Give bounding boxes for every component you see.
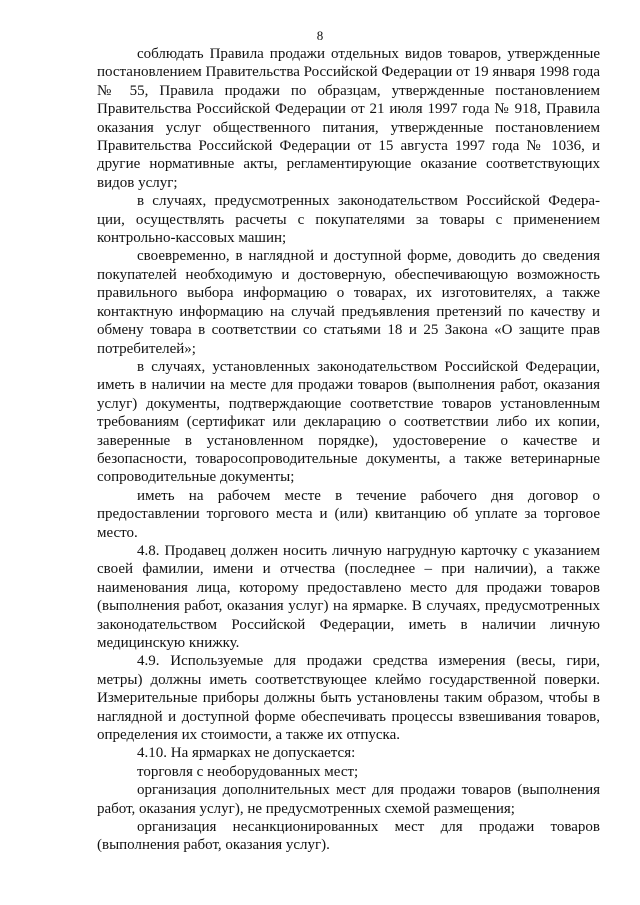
- paragraph: 4.8. Продавец должен носить личную нагрудную карточку с указанием своей фамилии, имени и отчества (последнее – при наличии), а также наименования лица, которому предоставлено место для продажи товаров (выполнения работ, оказания услуг) на ярмарке. В случаях, предусмотренных законодательством Российской Федерации, иметь в наличии личную медицинскую книжку.: [97, 542, 600, 651]
- paragraph: 4.9. Используемые для продажи средства измерения (весы, гири, метры) должны иметь соответствующее клеймо государственной поверки. Измерительные приборы должны быть установлены таким образом, чтобы в наглядной и доступной форме обеспечивать процессы взвешивания товаров, определения их стоимости, а также их отпуска.: [97, 653, 600, 744]
- page-number: 8: [316, 28, 324, 43]
- paragraph: торговля с необорудованных мест;: [137, 763, 359, 780]
- paragraph: 4.10. На ярмарках не допускается:: [137, 745, 356, 762]
- paragraph: соблюдать Правила продажи отдельных видов товаров, утвержденные постановлением Правительства Российской Федерации от 19 января 1998 года № 55, Правила продажи по образцам, утвержденные постановлением Правительства Российской Федерации от 21 июля 1997 года № 918, Правила оказания услуг общественного питания, утвержденные постановлением Правительства Российской Федерации от 15 августа 1997 года № 1036, и другие нормативные акты, регламентирующие оказание соответствующих видов услуг;: [97, 46, 600, 191]
- paragraph: организация несанкционированных мест для продажи товаров (выполнения работ, оказания услуг).: [97, 819, 600, 854]
- paragraph: иметь на рабочем месте в течение рабочего дня договор о предоставлении торгового места и (или) квитанцию об уплате за торговое место.: [97, 487, 600, 541]
- body-text: [97, 45, 600, 855]
- paragraph: своевременно, в наглядной и доступной форме, доводить до сведения покупателей необходимую и достоверную, обеспечивающую возможность правильного выбора информацию о товарах, их изготовителях, а также контактную информацию на случай предъявления претензий по качеству и обмену товара в соответствии со статьями 18 и 25 Закона «О защите прав потребителей»;: [97, 248, 600, 357]
- paragraph: организация дополнительных мест для продажи товаров (выполнения работ, оказания услуг), не предусмотренных схемой размещения;: [97, 782, 600, 817]
- paragraph: в случаях, установленных законодательством Российской Федерации, иметь в наличии на месте для продажи товаров (выполнения работ, оказания услуг) документы, подтверждающие соответствие товаров установленным требованиям (сертификат или декларацию о соответствии либо их копии, заверенные в установленном порядке), удостоверение о качестве и безопасности, товаросопроводительные документы, а также ветеринарные сопроводительные документы;: [97, 358, 600, 486]
- paragraph: в случаях, предусмотренных законодательством Российской Федерации, осуществлять расчеты с покупателями за товары с применением контрольно-кассовых машин;: [97, 193, 600, 247]
